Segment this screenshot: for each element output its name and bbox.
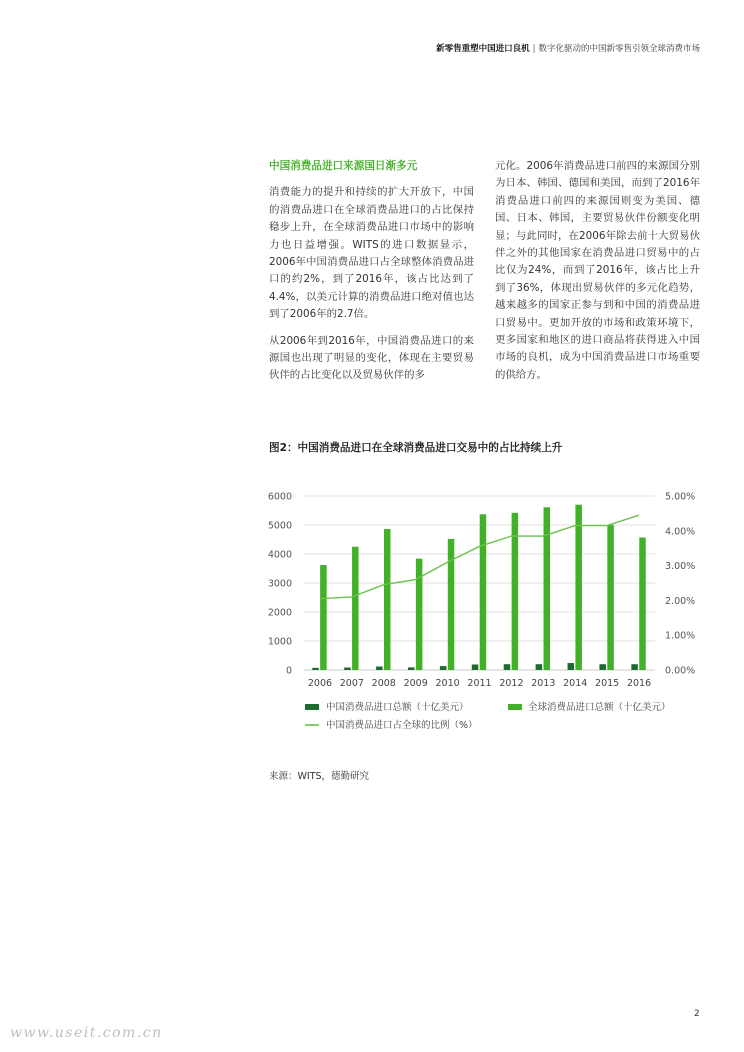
bar-china-import xyxy=(344,668,351,670)
bar-global-import xyxy=(320,565,327,670)
bar-china-import xyxy=(536,664,543,670)
bar-china-import xyxy=(440,666,447,670)
import-share-chart xyxy=(260,482,720,747)
bar-china-import xyxy=(599,664,606,670)
y-right-tick-label: 4.00% xyxy=(665,526,696,538)
x-tick-label: 2007 xyxy=(339,678,364,689)
text-column-left xyxy=(269,158,474,394)
header-subtitle: 数字化驱动的中国新零售引领全球消费市场 xyxy=(538,44,700,54)
page-number: 2 xyxy=(694,1009,700,1019)
x-tick-label: 2008 xyxy=(371,678,396,689)
x-tick-label: 2009 xyxy=(403,678,428,689)
y-right-tick-label: 1.00% xyxy=(665,630,696,642)
x-tick-label: 2011 xyxy=(467,678,492,689)
left-paragraph-1: 消费能力的提升和持续的扩大开放下，中国的消费品进口在全球消费品进口的占比保持稳步上升，在全球消费品进口市场中的影响力也日益增强。WITS的进口数据显示，2006年中国消费品进口占全球整体消费品进口的约2%，到了2016年，该占比达到了4.4%，以美元计算的消费品进口绝对值也达到了2006年的2.7倍。 xyxy=(269,186,474,321)
text-column-right xyxy=(495,158,700,393)
bar-global-import xyxy=(480,514,487,670)
legend-swatch-global-import xyxy=(508,704,522,710)
x-tick-label: 2015 xyxy=(595,678,620,689)
y-right-tick-label: 5.00% xyxy=(665,491,696,503)
y-left-tick-label: 4000 xyxy=(267,549,292,561)
y-left-tick-label: 2000 xyxy=(267,607,292,619)
bar-global-import xyxy=(544,507,551,670)
bar-china-import xyxy=(631,664,638,670)
watermark: www.useit.com.cn xyxy=(10,1025,163,1041)
bar-global-import xyxy=(352,547,359,670)
x-tick-label: 2016 xyxy=(626,678,652,689)
bar-global-import xyxy=(416,559,423,670)
header-separator: | xyxy=(532,44,536,54)
y-left-tick-label: 6000 xyxy=(267,491,292,503)
bar-global-import xyxy=(384,529,391,670)
x-tick-label: 2013 xyxy=(531,678,556,689)
y-right-tick-label: 3.00% xyxy=(665,561,696,573)
bar-china-import xyxy=(376,667,383,670)
y-left-tick-label: 5000 xyxy=(267,520,292,532)
legend-label-china-import: 中国消费品进口总额（十亿美元） xyxy=(326,702,469,713)
bar-global-import xyxy=(575,505,582,670)
bar-china-import xyxy=(312,668,319,670)
y-left-tick-label: 0 xyxy=(285,665,292,677)
y-right-tick-label: 2.00% xyxy=(665,595,696,607)
section-title: 中国消费品进口来源国日渐多元 xyxy=(269,160,418,172)
bar-global-import xyxy=(639,537,646,670)
running-header xyxy=(436,42,700,54)
header-title: 新零售重塑中国进口良机 xyxy=(436,44,530,54)
legend-label-global-import: 全球消费品进口总额（十亿美元） xyxy=(528,702,671,713)
y-left-tick-label: 3000 xyxy=(267,578,292,590)
bar-china-import xyxy=(408,667,415,670)
right-paragraph-1: 元化。2006年消费品进口前四的来源国分别为日本、韩国、德国和美国，而到了2016年消费品进口前四的来源国则变为美国、德国、日本、韩国，主要贸易伙伴份额变化明显；与此同时，在2006年除去前十大贸易伙伴之外的其他国家在消费品进口贸易中的占比仅为24%，而到了2016年，该占比上升到了36%，体现出贸易伙伴的多元化趋势，越来越多的国家正参与到和中国的消费品进口贸易中。更加开放的市场和政策环境下，更多国家和地区的进口商品将获得进入中国市场的良机，成为中国消费品进口市场重要的供给方。 xyxy=(495,160,700,381)
figure-title: 图2：中国消费品进口在全球消费品进口交易中的占比持续上升 xyxy=(269,442,563,454)
y-right-tick-label: 0.00% xyxy=(665,665,696,677)
x-tick-label: 2010 xyxy=(435,678,460,689)
x-tick-label: 2006 xyxy=(307,678,333,689)
left-paragraph-2: 从2006年到2016年，中国消费品进口的来源国也出现了明显的变化，体现在主要贸易伙伴的占比变化以及贸易伙伴的多 xyxy=(269,334,474,382)
bar-china-import xyxy=(504,664,511,670)
legend-swatch-china-import xyxy=(305,704,319,710)
y-left-tick-label: 1000 xyxy=(267,636,292,648)
x-tick-label: 2012 xyxy=(499,678,524,689)
source-note: 来源：WITS，德勤研究 xyxy=(269,771,370,782)
legend-label-china-share: 中国消费品进口占全球的比例（%） xyxy=(326,720,478,731)
series-line-china-share xyxy=(320,515,639,599)
bar-china-import xyxy=(568,663,575,670)
x-tick-label: 2014 xyxy=(563,678,588,689)
bar-china-import xyxy=(472,664,479,670)
bar-global-import xyxy=(607,525,614,670)
